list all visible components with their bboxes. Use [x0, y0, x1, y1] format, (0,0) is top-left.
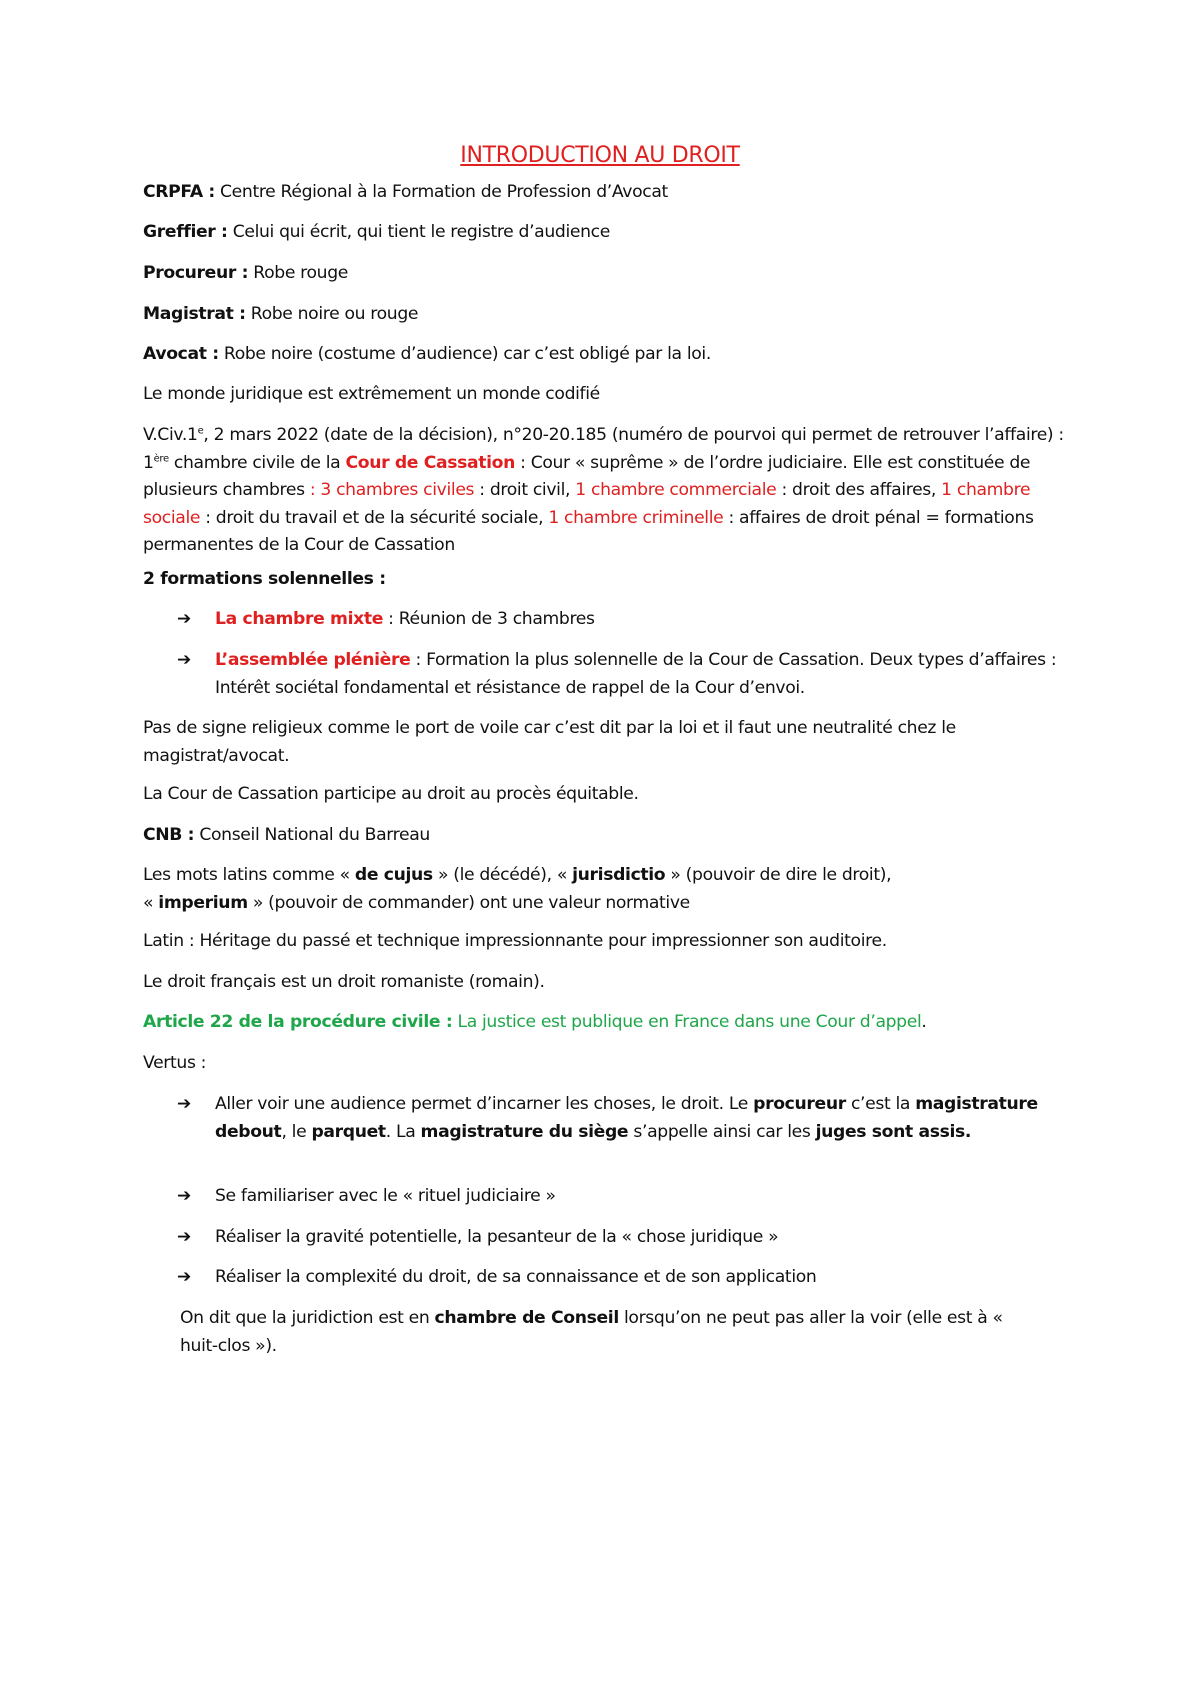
bullet-assemblee-pleniere — [215, 647, 1065, 702]
text-segment: Magistrat : — [143, 304, 246, 324]
bullet-rituel — [215, 1183, 1065, 1211]
document-title: INTRODUCTION AU DROIT — [460, 143, 740, 168]
text-segment: 1 chambre sociale — [143, 480, 1031, 528]
paragraph-article-22 — [143, 1009, 1063, 1037]
text-segment: Cour de Cassation — [345, 452, 516, 473]
bullet-arrow-icon: ➔ — [177, 1094, 192, 1114]
text-segment: 2 formations solennelles : — [143, 569, 386, 589]
text-segment: La justice est publique en France dans une Cour d’appel — [452, 1012, 922, 1032]
heading-vertus — [143, 1050, 1063, 1078]
text-segment: Pas de signe religieux comme le port de voile car c’est dit par la loi et il faut une neutralité chez le magistrat/avocat. — [143, 718, 956, 766]
text-segment: Robe noire (costume d’audience) car c’est obligé par la loi. — [218, 344, 711, 364]
text-segment: Réaliser la gravité potentielle, la pesanteur de la « chose juridique » — [215, 1227, 779, 1247]
text-segment: Vertus : — [143, 1053, 207, 1073]
text-segment: ère — [153, 452, 169, 464]
text-segment: L’assemblée plénière — [215, 650, 411, 670]
text-segment: CNB : — [143, 825, 195, 845]
text-segment: e — [197, 425, 204, 437]
text-segment: » (pouvoir de commander) ont une valeur normative — [247, 892, 690, 913]
heading-formations-solennelles — [143, 566, 1063, 594]
text-segment: On dit que la juridiction est en — [180, 1308, 435, 1328]
text-segment: Réaliser la complexité du droit, de sa connaissance et de son application — [215, 1267, 817, 1287]
text-segment: 1 chambre criminelle — [548, 507, 724, 528]
text-segment: Article 22 de la procédure civile : — [143, 1012, 453, 1032]
paragraph-monde-juridique — [143, 381, 1063, 409]
text-segment: Le droit français est un droit romaniste (romain). — [143, 972, 545, 992]
text-segment: parquet — [311, 1121, 386, 1142]
text-segment: , 2 mars 2022 (date de la décision), n°20-20.185 (numéro de pourvoi qui permet de retrouver l’affaire) : 1 — [143, 425, 1064, 473]
paragraph-cour-de-cassation — [143, 422, 1083, 560]
text-segment: juges sont assis. — [815, 1121, 972, 1142]
text-segment: CRPFA : — [143, 182, 215, 202]
text-segment: procureur — [753, 1094, 846, 1114]
text-segment: Greffier : — [143, 222, 228, 242]
text-segment: Centre Régional à la Formation de Profession d’Avocat — [214, 182, 668, 202]
definition-crpfa — [143, 179, 1063, 207]
bullet-arrow-icon: ➔ — [177, 609, 192, 629]
text-segment: s’appelle ainsi car les — [628, 1121, 816, 1142]
text-segment: chambre civile de la — [168, 452, 346, 473]
text-segment: imperium — [158, 892, 248, 913]
paragraph-latin — [143, 928, 1063, 956]
text-segment: 1 chambre commerciale — [575, 480, 777, 500]
text-segment: Se familiariser avec le « rituel judiciaire » — [215, 1186, 556, 1206]
text-segment: Les mots latins comme « — [143, 865, 355, 885]
text-segment: , le — [281, 1121, 312, 1142]
definition-cnb — [143, 822, 1063, 850]
text-segment: . — [921, 1012, 927, 1032]
text-segment: Latin : — [143, 931, 195, 951]
text-segment: » (le décédé), « — [432, 865, 573, 885]
text-segment: jurisdictio — [572, 865, 666, 885]
text-segment: : Formation la plus solennelle de la Cour de Cassation. Deux types d’affaires : Intérêt sociétal fondamental et résistance de rappel de la Cour d’envoi. — [215, 650, 1057, 698]
text-segment: Aller voir une audience permet d’incarner les choses, le droit. Le — [215, 1094, 754, 1114]
text-segment: lorsqu’on ne peut pas aller la voir (elle est à « huit-clos »). — [180, 1308, 1003, 1356]
text-segment: : affaires de droit pénal = formations permanentes de la Cour de Cassation — [143, 507, 1034, 555]
text-segment: magistrature debout — [215, 1094, 1038, 1142]
text-segment: magistrature du siège — [420, 1121, 629, 1142]
definition-magistrat — [143, 301, 1063, 329]
text-segment: Procureur : — [143, 263, 249, 283]
text-segment: Le monde juridique est extrêmement un monde codifié — [143, 384, 600, 404]
text-segment: : Cour « suprême » de l’ordre judiciaire. Elle est constituée de plusieurs chambres — [143, 452, 1031, 500]
text-segment: . La — [385, 1121, 421, 1142]
text-segment: : Réunion de 3 chambres — [383, 609, 595, 629]
paragraph-proces-equitable — [143, 781, 1063, 809]
text-segment: : droit civil, — [474, 480, 576, 500]
text-segment: Héritage du passé et technique impressionnante pour impressionner son auditoire. — [194, 931, 887, 951]
paragraph-signe-religieux — [143, 715, 993, 770]
bullet-chambre-mixte — [215, 606, 1065, 634]
bullet-gravite — [215, 1224, 1065, 1252]
text-segment: : droit des affaires, — [776, 480, 942, 500]
text-segment: V.Civ.1 — [143, 425, 198, 445]
bullet-audience — [215, 1091, 1065, 1146]
bullet-arrow-icon: ➔ — [177, 1186, 192, 1206]
text-segment: de cujus — [354, 865, 433, 885]
text-segment: Celui qui écrit, qui tient le registre d’audience — [227, 222, 610, 242]
text-segment: « — [143, 892, 159, 913]
text-segment: Avocat : — [143, 344, 219, 364]
text-segment: La Cour de Cassation participe au droit au procès équitable. — [143, 784, 639, 804]
text-segment: : droit du travail et de la sécurité sociale, — [200, 507, 549, 528]
text-segment: La chambre mixte — [215, 609, 384, 629]
paragraph-chambre-de-conseil — [180, 1305, 1030, 1360]
bullet-complexite — [215, 1264, 1065, 1292]
paragraph-droit-romaniste — [143, 969, 1063, 997]
text-segment: : 3 chambres civiles — [309, 480, 475, 500]
text-segment: Conseil National du Barreau — [194, 825, 430, 845]
bullet-arrow-icon: ➔ — [177, 1227, 192, 1247]
text-segment: » (pouvoir de dire le droit), — [665, 865, 892, 885]
definition-procureur — [143, 260, 1063, 288]
text-segment: Robe noire ou rouge — [245, 304, 419, 324]
definition-greffier — [143, 219, 1063, 247]
text-segment: c’est la — [845, 1094, 916, 1114]
definition-avocat — [143, 341, 1063, 369]
text-segment: chambre de Conseil — [434, 1308, 619, 1328]
bullet-arrow-icon: ➔ — [177, 1267, 192, 1287]
text-segment: Robe rouge — [248, 263, 349, 283]
paragraph-mots-latins — [143, 862, 1063, 917]
bullet-arrow-icon: ➔ — [177, 650, 192, 670]
